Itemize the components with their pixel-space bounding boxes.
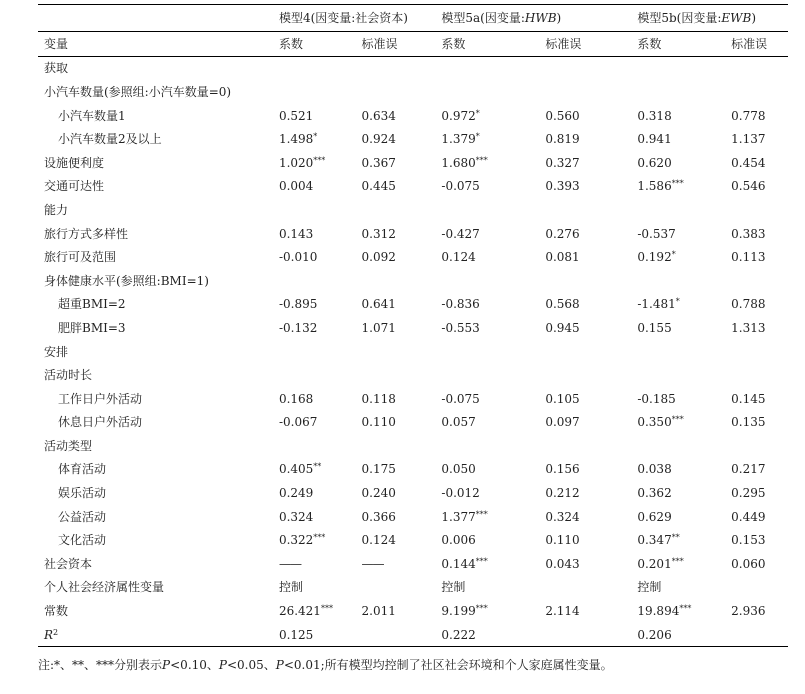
model-4-label: 模型4(因变量:社会资本)	[278, 11, 408, 25]
table-row	[38, 528, 788, 552]
coef-cell: 控制	[441, 580, 466, 595]
se-cell: 0.393	[545, 179, 580, 194]
coef-cell: 0.038	[637, 462, 672, 477]
variable-name: 常数	[44, 604, 69, 619]
se-cell: 1.313	[731, 320, 766, 335]
coef-cell: 1.680***	[441, 155, 488, 170]
se-cell: 1.071	[361, 320, 396, 335]
regression-table	[38, 4, 788, 647]
coef-cell: 1.020***	[278, 155, 326, 170]
se-cell: 0.175	[361, 462, 396, 477]
se-cell	[731, 198, 788, 222]
variable-name: 活动时长	[44, 368, 93, 383]
coef-cell: 0.143	[278, 226, 314, 241]
se-cell: 0.449	[731, 509, 766, 524]
coef-cell: 0.004	[278, 179, 314, 194]
table-row	[38, 599, 788, 623]
coef-cell: 0.050	[441, 462, 476, 477]
se-cell: 0.110	[361, 415, 396, 430]
se-header: 标准误	[731, 32, 788, 57]
se-cell	[731, 576, 788, 600]
coef-cell: 0.629	[637, 509, 672, 524]
coef-header: 系数	[441, 32, 545, 57]
coef-cell	[279, 434, 362, 458]
coef-cell: -0.075	[441, 391, 480, 406]
coef-cell: 0.620	[637, 155, 672, 170]
variable-name: 体育活动	[58, 462, 107, 477]
se-cell	[731, 269, 788, 293]
se-cell: 0.217	[731, 462, 766, 477]
coef-cell	[637, 198, 731, 222]
coef-cell: 9.199***	[441, 604, 488, 619]
header-blank	[38, 5, 279, 32]
se-cell: 0.945	[545, 320, 580, 335]
se-cell	[545, 80, 637, 104]
se-cell	[362, 56, 442, 80]
variable-name: 超重BMI=2	[58, 297, 126, 312]
se-cell: 0.295	[731, 486, 766, 501]
coef-cell: -1.481*	[637, 297, 680, 312]
coef-cell: 0.350***	[637, 415, 684, 430]
coef-cell: -0.537	[637, 226, 676, 241]
se-cell: 0.081	[545, 250, 580, 265]
se-cell	[362, 576, 442, 600]
table-note: 注:*、**、***分别表示P<0.10、P<0.05、P<0.01;所有模型均控制了社区社会环境和个人家庭属性变量。	[38, 658, 613, 672]
variable-name: 公益活动	[58, 509, 107, 524]
variable-name: 能力	[44, 202, 69, 217]
coef-cell	[279, 198, 362, 222]
model-5b-label: 模型5b(因变量:EWB)	[637, 11, 756, 25]
se-cell	[731, 623, 788, 647]
coef-cell: 0.124	[441, 250, 476, 265]
se-cell: 2.936	[731, 604, 766, 619]
se-cell: 0.641	[361, 297, 396, 312]
coef-cell: 0.222	[441, 623, 545, 647]
coef-cell: 0.347**	[637, 533, 680, 548]
table-row	[38, 269, 788, 293]
coef-cell: 0.324	[278, 509, 314, 524]
coef-cell: -0.075	[441, 179, 480, 194]
se-cell	[362, 434, 442, 458]
se-cell	[545, 269, 637, 293]
coef-cell: 0.322***	[278, 533, 326, 548]
table-row	[38, 104, 788, 128]
table-body	[38, 56, 788, 647]
table-row	[38, 245, 788, 269]
coef-cell	[441, 363, 545, 387]
coef-cell: 0.405**	[278, 462, 322, 477]
se-cell: 0.778	[731, 108, 766, 123]
coef-cell	[637, 363, 731, 387]
se-cell: 0.153	[731, 533, 766, 548]
variable-name: 小汽车数量2及以上	[58, 132, 162, 147]
se-cell: 0.110	[545, 533, 580, 548]
se-cell: 0.383	[731, 226, 766, 241]
column-header-row	[38, 32, 788, 57]
coef-header: 系数	[279, 32, 362, 57]
coef-cell: 0.057	[441, 415, 476, 430]
se-cell: 0.454	[731, 155, 766, 170]
coef-cell	[637, 80, 731, 104]
coef-cell	[441, 434, 545, 458]
coef-cell: 控制	[637, 580, 662, 595]
se-cell: 0.113	[731, 250, 766, 265]
se-cell: 0.924	[361, 132, 396, 147]
se-cell: 0.324	[545, 509, 580, 524]
coef-cell: 控制	[278, 580, 303, 595]
coef-cell: 19.894***	[637, 604, 692, 619]
coef-cell: 0.192*	[637, 250, 676, 265]
variable-name: 设施便利度	[44, 155, 105, 170]
model-header-row	[38, 5, 788, 32]
coef-cell: 0.941	[637, 132, 672, 147]
se-cell: 0.060	[731, 556, 766, 571]
coef-cell: 0.155	[637, 320, 672, 335]
se-cell: 0.445	[361, 179, 396, 194]
variable-name: 小汽车数量1	[58, 108, 126, 123]
se-cell: 0.366	[361, 509, 396, 524]
coef-cell: -0.185	[637, 391, 676, 406]
se-cell: 2.114	[545, 604, 580, 619]
variable-column-header: 变量	[38, 32, 279, 57]
coef-cell: -0.132	[278, 320, 318, 335]
coef-cell	[279, 269, 362, 293]
variable-name: 旅行方式多样性	[44, 226, 129, 241]
table-row	[38, 316, 788, 340]
se-cell	[362, 363, 442, 387]
table-row	[38, 505, 788, 529]
variable-name: 活动类型	[44, 438, 93, 453]
se-cell	[362, 623, 442, 647]
se-cell: 0.092	[361, 250, 396, 265]
variable-name: 交通可达性	[44, 179, 105, 194]
model-5a-label: 模型5a(因变量:HWB)	[441, 11, 562, 25]
coef-cell: -0.427	[441, 226, 480, 241]
coef-cell	[637, 269, 731, 293]
se-cell: 0.819	[545, 132, 580, 147]
se-cell: 2.011	[361, 604, 396, 619]
se-cell: 0.124	[361, 533, 396, 548]
table-row	[38, 434, 788, 458]
coef-cell: 0.006	[441, 533, 476, 548]
se-cell	[545, 198, 637, 222]
coef-cell	[637, 340, 731, 364]
se-cell	[545, 340, 637, 364]
se-cell	[545, 623, 637, 647]
variable-name: 获取	[44, 61, 69, 76]
coef-cell: 0.318	[637, 108, 672, 123]
se-cell: 0.312	[361, 226, 396, 241]
se-cell: 0.634	[361, 108, 396, 123]
coef-cell	[279, 56, 362, 80]
se-cell	[545, 56, 637, 80]
se-cell	[545, 363, 637, 387]
table-row	[38, 293, 788, 317]
se-cell: 0.105	[545, 391, 580, 406]
coef-cell	[441, 340, 545, 364]
coef-cell: 0.125	[279, 623, 362, 647]
table-row	[38, 80, 788, 104]
coef-cell	[441, 198, 545, 222]
variable-name: 个人社会经济属性变量	[44, 580, 165, 595]
table-row	[38, 481, 788, 505]
model-5b-header	[637, 5, 788, 32]
se-cell	[731, 434, 788, 458]
se-cell: 0.135	[731, 415, 766, 430]
variable-name: 肥胖BMI=3	[58, 320, 126, 335]
coef-cell: 0.168	[278, 391, 314, 406]
coef-cell	[637, 434, 731, 458]
coef-cell: 26.421***	[278, 604, 333, 619]
table-row	[38, 340, 788, 364]
se-cell	[545, 434, 637, 458]
se-cell	[731, 80, 788, 104]
se-cell: 0.276	[545, 226, 580, 241]
table-row	[38, 363, 788, 387]
coef-cell: -0.067	[278, 415, 318, 430]
coef-cell	[279, 340, 362, 364]
se-cell: 0.788	[731, 297, 766, 312]
table-row	[38, 175, 788, 199]
se-cell	[362, 269, 442, 293]
coef-cell: 0.206	[637, 623, 731, 647]
variable-name: 休息日户外活动	[58, 415, 143, 430]
coef-cell: 0.201***	[637, 556, 684, 571]
variable-name: 社会资本	[44, 556, 93, 571]
se-cell	[362, 340, 442, 364]
se-cell: 0.560	[545, 108, 580, 123]
se-cell	[362, 198, 442, 222]
se-cell: 0.145	[731, 391, 766, 406]
coef-cell: -0.010	[278, 250, 318, 265]
coef-cell: 1.377***	[441, 509, 488, 524]
variable-name: 工作日户外活动	[58, 391, 143, 406]
table-row	[38, 151, 788, 175]
table-row	[38, 576, 788, 600]
coef-cell: 0.249	[278, 486, 314, 501]
coef-cell: 0.972*	[441, 108, 480, 123]
se-header: 标准误	[362, 32, 442, 57]
variable-name: 安排	[44, 344, 69, 359]
table-row	[38, 458, 788, 482]
se-cell: 0.156	[545, 462, 580, 477]
se-cell	[731, 363, 788, 387]
se-cell: 0.097	[545, 415, 580, 430]
coef-cell: -0.836	[441, 297, 480, 312]
variable-name: $R^2$	[38, 623, 279, 647]
se-cell: 0.327	[545, 155, 580, 170]
coef-cell: 0.144***	[441, 556, 488, 571]
table-row	[38, 198, 788, 222]
coef-cell	[637, 56, 731, 80]
variable-name: 文化活动	[58, 533, 107, 548]
se-cell: 0.118	[361, 391, 396, 406]
coef-cell: 0.521	[278, 108, 314, 123]
table-row	[38, 127, 788, 151]
coef-cell	[441, 269, 545, 293]
model-4-header	[279, 5, 441, 32]
coef-cell: -0.895	[278, 297, 318, 312]
coef-cell: 1.586***	[637, 179, 684, 194]
coef-cell: 0.362	[637, 486, 672, 501]
coef-header: 系数	[637, 32, 731, 57]
table-row	[38, 387, 788, 411]
variable-name: 身体健康水平(参照组:BMI=1)	[44, 273, 209, 288]
table-row	[38, 222, 788, 246]
variable-name: 娱乐活动	[58, 486, 107, 501]
coef-cell: -0.012	[441, 486, 480, 501]
table-row	[38, 56, 788, 80]
table-row	[38, 411, 788, 435]
coef-cell	[441, 80, 545, 104]
se-cell	[545, 576, 637, 600]
se-cell: 0.240	[361, 486, 396, 501]
coef-cell	[441, 56, 545, 80]
coef-cell: -0.553	[441, 320, 480, 335]
se-cell: 0.043	[545, 556, 580, 571]
coef-cell	[279, 363, 362, 387]
se-cell	[731, 56, 788, 80]
se-cell: 0.568	[545, 297, 580, 312]
se-cell	[731, 340, 788, 364]
table-row	[38, 552, 788, 576]
se-cell: 0.546	[731, 179, 766, 194]
variable-name: 小汽车数量(参照组:小汽车数量=0)	[44, 84, 232, 99]
se-header: 标准误	[545, 32, 637, 57]
se-cell: 0.367	[361, 155, 396, 170]
coef-cell	[279, 80, 362, 104]
variable-name: 旅行可及范围	[44, 250, 117, 265]
se-cell	[362, 80, 442, 104]
coef-cell: ——	[278, 556, 301, 571]
se-cell: 1.137	[731, 132, 766, 147]
model-5a-header	[441, 5, 637, 32]
coef-cell: 1.498*	[278, 132, 318, 147]
table-row	[38, 623, 788, 647]
se-cell: 0.212	[545, 486, 580, 501]
se-cell: ——	[361, 556, 384, 571]
coef-cell: 1.379*	[441, 132, 480, 147]
